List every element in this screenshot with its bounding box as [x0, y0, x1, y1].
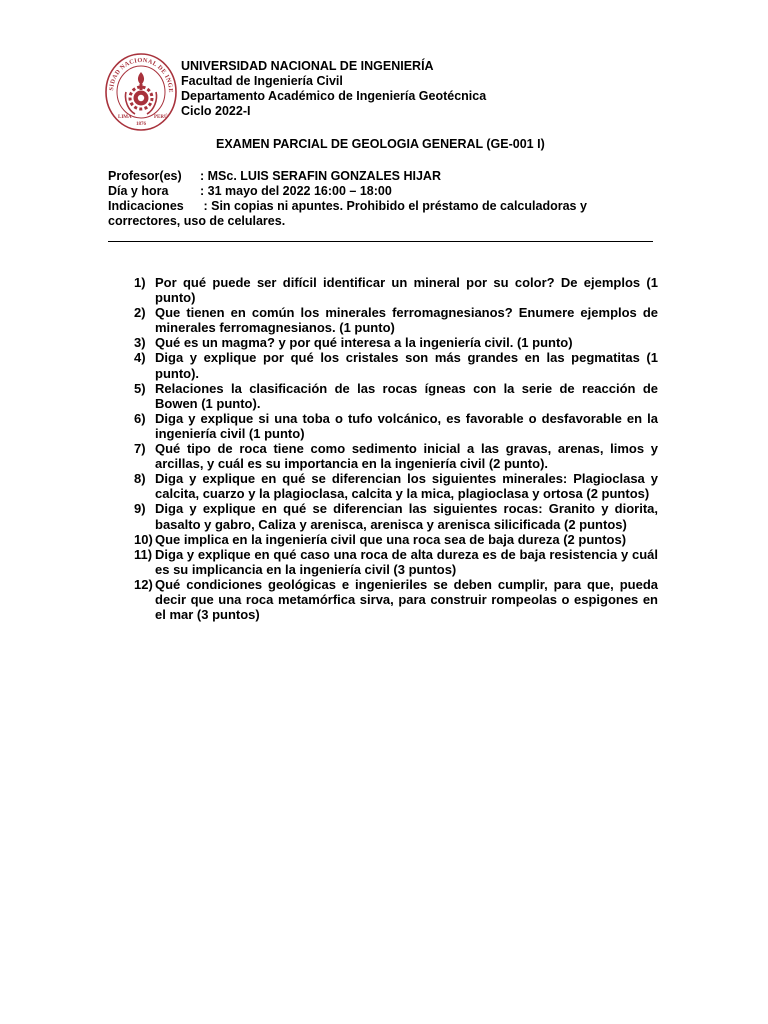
seal-ring-text: SIDAD NACIONAL DE INGE	[107, 56, 175, 93]
datetime-value: : 31 mayo del 2022 16:00 – 18:00	[200, 184, 392, 198]
question-number: 7)	[134, 441, 146, 457]
question-text: Diga y explique en qué se diferencian los siguientes minerales: Plagioclasa y calcita, cuarzo y la plagioclasa, calcita y la mica, plagioclasa y ortosa (2 puntos)	[155, 471, 658, 502]
indications-continuation: correctores, uso de celulares.	[108, 214, 286, 228]
question-text: Por qué puede ser difícil identificar un mineral por su color? De ejemplos (1 punto)	[155, 275, 658, 306]
question-number: 6)	[134, 410, 146, 426]
datetime-row	[108, 184, 628, 199]
question-text: Relaciones la clasificación de las rocas ígneas con la serie de reacción de Bowen (1 punto).	[155, 380, 658, 411]
question-number: 10)	[134, 531, 153, 547]
question-text: Diga y explique por qué los cristales son más grandes en las pegmatitas (1 punto).	[155, 350, 658, 381]
document-header	[181, 59, 486, 119]
question-item	[134, 532, 658, 547]
question-text: Diga y explique en qué se diferencian las siguientes rocas: Granito y diorita, basalto y gabro, Caliza y arenisca, arenisca y arenisca silicificada (2 puntos)	[155, 501, 658, 532]
question-item	[134, 441, 658, 471]
seal-founded: 1876	[136, 122, 146, 127]
seal-side-left: LIMA	[118, 115, 132, 120]
question-text: Que tienen en común los minerales ferromagnesianos? Enumere ejemplos de minerales ferromagnesianos. (1 punto)	[155, 305, 658, 336]
question-number: 12)	[134, 576, 153, 592]
question-text: Que implica en la ingeniería civil que una roca sea de baja dureza (2 puntos)	[155, 531, 627, 547]
university-name: UNIVERSIDAD NACIONAL DE INGENIERÍA	[181, 59, 434, 73]
question-number: 4)	[134, 350, 146, 366]
question-item	[134, 577, 658, 622]
exam-info	[108, 169, 628, 229]
academic-cycle: Ciclo 2022-I	[181, 104, 251, 118]
question-item	[134, 275, 658, 305]
question-item	[134, 335, 658, 350]
professor-row	[108, 169, 628, 184]
exam-title: EXAMEN PARCIAL DE GEOLOGIA GENERAL (GE-001 I)	[216, 137, 545, 151]
university-seal	[104, 52, 178, 132]
question-number: 9)	[134, 501, 146, 517]
question-item	[134, 381, 658, 411]
indications-row	[108, 199, 628, 214]
indications-value: : Sin copias ni apuntes. Prohibido el préstamo de calculadoras y	[200, 199, 587, 213]
question-number: 2)	[134, 305, 146, 321]
indications-label: Indicaciones	[108, 199, 184, 213]
department-name: Departamento Académico de Ingeniería Geotécnica	[181, 89, 487, 103]
divider-line	[108, 241, 653, 242]
university-seal-logo	[104, 52, 178, 132]
question-text: Qué condiciones geológicas e ingenieriles se deben cumplir, para que, pueda decir que una roca metamórfica sirva, para construir rompeolas o espigones en el mar (3 puntos)	[155, 576, 658, 623]
question-text: Diga y explique si una toba o tufo volcánico, es favorable o desfavorable en la ingeniería civil (1 punto)	[155, 410, 658, 441]
question-item	[134, 411, 658, 441]
question-number: 11)	[134, 546, 153, 562]
seal-side-right: PERÚ	[154, 115, 168, 120]
datetime-label: Día y hora	[108, 184, 169, 198]
question-text: Qué tipo de roca tiene como sedimento inicial a las gravas, arenas, limos y arcillas, y cuál es su importancia en la ingeniería civil (2 punto).	[155, 441, 658, 472]
question-number: 8)	[134, 471, 146, 487]
question-number: 3)	[134, 335, 146, 351]
question-text: Qué es un magma? y por qué interesa a la ingeniería civil. (1 punto)	[155, 335, 573, 351]
question-item	[134, 501, 658, 531]
question-number: 5)	[134, 380, 146, 396]
professor-value: : MSc. LUIS SERAFIN GONZALES HIJAR	[200, 169, 441, 183]
question-number: 1)	[134, 275, 146, 290]
question-text: Diga y explique en qué caso una roca de alta dureza es de baja resistencia y cuál es su implicancia en la ingeniería civil (3 puntos)	[155, 546, 658, 577]
question-item	[134, 547, 658, 577]
question-item	[134, 350, 658, 380]
question-item	[134, 305, 658, 335]
professor-label: Profesor(es)	[108, 169, 182, 183]
question-list	[134, 275, 658, 622]
faculty-name: Facultad de Ingeniería Civil	[181, 74, 343, 88]
question-item	[134, 471, 658, 501]
